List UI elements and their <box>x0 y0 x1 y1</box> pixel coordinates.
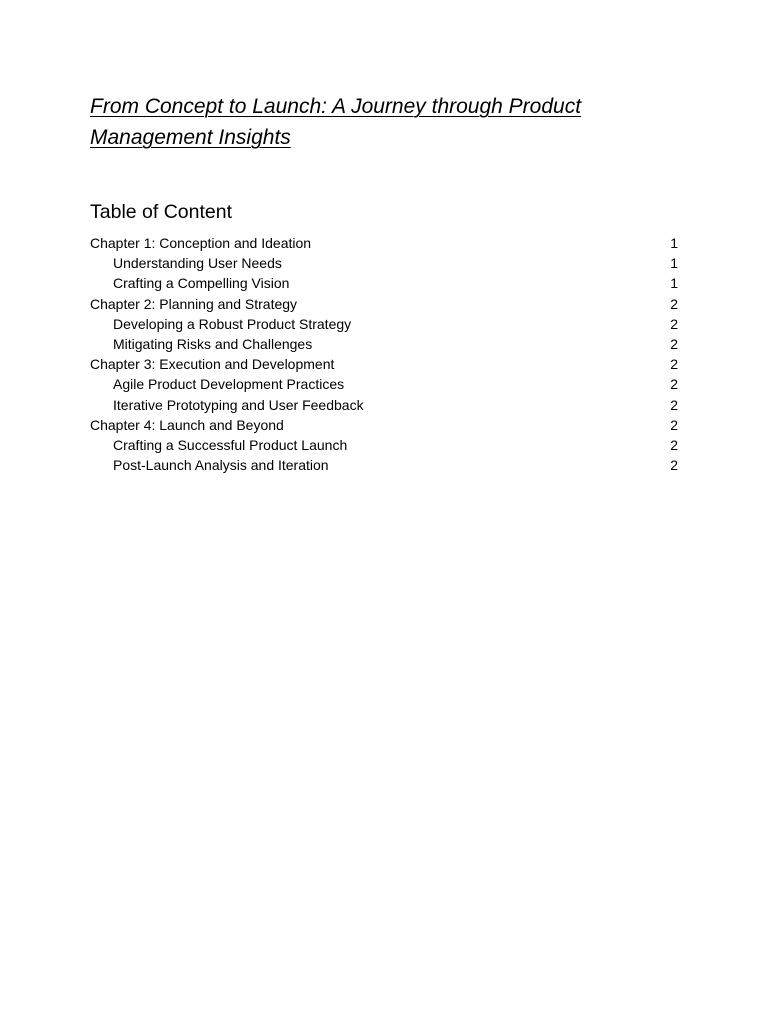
toc-entry-iterative-prototyping[interactable] <box>90 395 678 415</box>
toc-entry-page: 2 <box>670 376 678 393</box>
toc-entry-page: 2 <box>670 416 678 433</box>
toc-entry-label: Chapter 4: Launch and Beyond <box>90 416 284 433</box>
toc-entry-page: 2 <box>670 396 678 413</box>
toc-entry-label: Crafting a Compelling Vision <box>113 275 290 292</box>
toc-entry-label: Understanding User Needs <box>113 255 282 272</box>
toc-entry-page: 1 <box>670 255 678 272</box>
toc-entry-crafting-vision[interactable] <box>90 273 678 293</box>
toc-entry-chapter-1[interactable] <box>90 233 678 253</box>
toc-entry-page: 2 <box>670 335 678 352</box>
toc-entry-mitigating-risks[interactable] <box>90 334 678 354</box>
toc-entry-successful-launch[interactable] <box>90 435 678 455</box>
toc-entry-label: Agile Product Development Practices <box>113 376 345 393</box>
toc-entry-post-launch-analysis[interactable] <box>90 455 678 475</box>
toc-entry-page: 2 <box>670 457 678 474</box>
toc-entry-label: Mitigating Risks and Challenges <box>113 335 313 352</box>
toc-entry-page: 1 <box>670 235 678 251</box>
toc-entry-page: 2 <box>670 315 678 332</box>
toc-heading: Table of Content <box>90 201 233 223</box>
document-title: From Concept to Launch: A Journey through Product Management Insights <box>90 95 582 149</box>
toc-entry-page: 2 <box>670 295 678 312</box>
toc-entry-product-strategy[interactable] <box>90 314 678 334</box>
toc-entry-chapter-3[interactable] <box>90 354 678 374</box>
toc-entry-page: 2 <box>670 436 678 453</box>
toc-entry-agile-practices[interactable] <box>90 374 678 394</box>
toc-entry-page: 2 <box>670 356 678 373</box>
toc-entry-chapter-4[interactable] <box>90 415 678 435</box>
table-of-contents <box>90 233 678 475</box>
toc-entry-label: Chapter 1: Conception and Ideation <box>90 235 312 251</box>
toc-entry-label: Post-Launch Analysis and Iteration <box>113 457 329 474</box>
toc-entry-label: Chapter 2: Planning and Strategy <box>90 295 298 312</box>
toc-entry-label: Developing a Robust Product Strategy <box>113 315 352 332</box>
toc-entry-page: 1 <box>670 275 678 292</box>
toc-entry-label: Crafting a Successful Product Launch <box>113 436 348 453</box>
toc-entry-chapter-2[interactable] <box>90 294 678 314</box>
toc-entry-label: Chapter 3: Execution and Development <box>90 356 335 373</box>
toc-entry-understanding-user-needs[interactable] <box>90 253 678 273</box>
toc-entry-label: Iterative Prototyping and User Feedback <box>113 396 364 413</box>
